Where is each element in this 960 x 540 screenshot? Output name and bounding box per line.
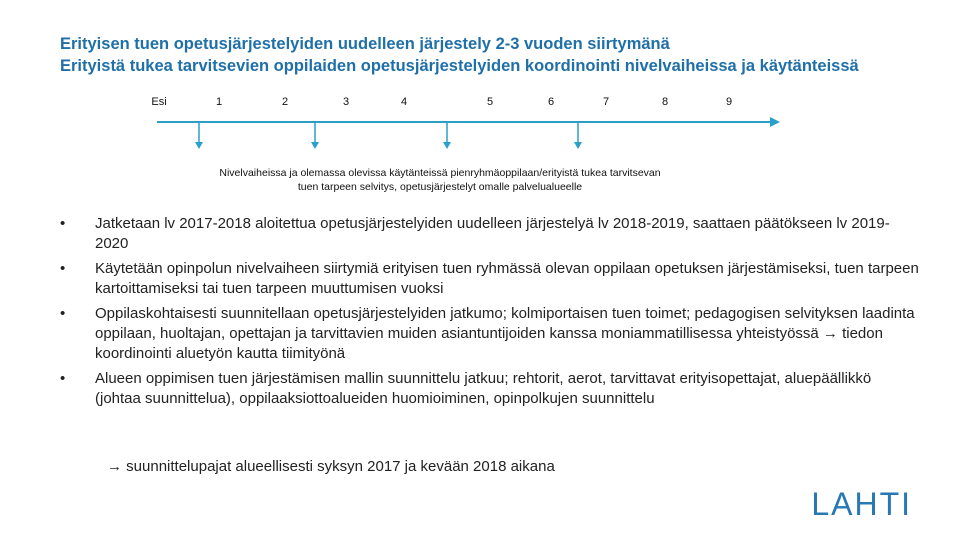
bullet-symbol: • xyxy=(60,260,66,277)
timeline-label-1: 1 xyxy=(215,96,223,108)
down-arrow-1 xyxy=(195,123,203,149)
bullet-text: Jatketaan lv 2017-2018 aloitettua opetusjärjestelyiden uudelleen järjestelyä lv 2018-2019, saattaen päätökseen lv 2019-2020 xyxy=(95,215,890,252)
lahti-logo: LAHTI xyxy=(811,486,912,522)
timeline-label-9: 9 xyxy=(725,96,733,108)
down-arrow-2 xyxy=(311,123,319,149)
timeline-label-7: 7 xyxy=(602,96,610,108)
bullet-text: Käytetään opinpolun nivelvaiheen siirtymiä erityisen tuen ryhmässä olevan oppilaan opetuksen järjestämiseksi, tuen tarpeen kartoittamiseksi tai tuen tarpeen muuttumisen vuoksi xyxy=(95,260,919,297)
sub-item: → suunnittelupajat alueellisesti syksyn 2017 ja kevään 2018 aikana xyxy=(107,458,555,475)
bullet-text: Alueen oppimisen tuen järjestämisen mallin suunnittelu jatkuu; rehtorit, aerot, tarvittavat erityisopettajat, aluepäällikkö (johtaa suunnittelua), oppilaaksiottoalueiden huomioiminen, opinpolkujen suunnittelu xyxy=(95,370,872,407)
title-line-2: Erityistä tukea tarvitsevien oppilaiden opetusjärjestelyiden koordinointi nivelvaiheissa ja käytänteissä xyxy=(60,57,859,75)
timeline-label-5: 5 xyxy=(486,96,494,108)
bullet-item xyxy=(60,369,920,409)
timeline-label-3: 3 xyxy=(342,96,350,108)
timeline-caption-line-2: tuen tarpeen selvitys, opetusjärjestelyt omalle palvelualueelle xyxy=(297,181,583,193)
timeline xyxy=(0,0,960,210)
timeline-label-6: 6 xyxy=(547,96,555,108)
bullet-symbol: • xyxy=(60,305,66,322)
bullet-item xyxy=(60,214,920,254)
timeline-caption xyxy=(140,166,740,194)
timeline-label-8: 8 xyxy=(661,96,669,108)
timeline-label-esi: Esi xyxy=(151,96,167,108)
bullet-item xyxy=(60,304,920,364)
bullet-symbol: • xyxy=(60,215,66,232)
timeline-label-4: 4 xyxy=(400,96,408,108)
timeline-arrowhead xyxy=(770,117,780,127)
timeline-caption-line-1: Nivelvaiheissa ja olemassa olevissa käytänteissä pienryhmäoppilaan/erityistä tukea tarvitsevan xyxy=(219,167,661,179)
bullet-list xyxy=(60,214,920,414)
title-line-1: Erityisen tuen opetusjärjestelyiden uudelleen järjestely 2-3 vuoden siirtymänä xyxy=(60,35,670,53)
timeline-label-2: 2 xyxy=(281,96,289,108)
down-arrow-3 xyxy=(443,123,451,149)
bullet-text: Oppilaskohtaisesti suunnitellaan opetusjärjestelyiden jatkumo; kolmiportaisen tuen toimet; pedagogisen selvityksen laadinta oppilaan, huoltajan, opettajan ja tarvittavien muiden asiantuntijoiden kanssa moniammatillisessa yhteistyössä → tiedon koordinointi aluetyön kautta tiimityönä xyxy=(95,305,915,362)
bullet-item xyxy=(60,259,920,299)
bullet-symbol: • xyxy=(60,370,66,387)
down-arrow-4 xyxy=(574,123,582,149)
